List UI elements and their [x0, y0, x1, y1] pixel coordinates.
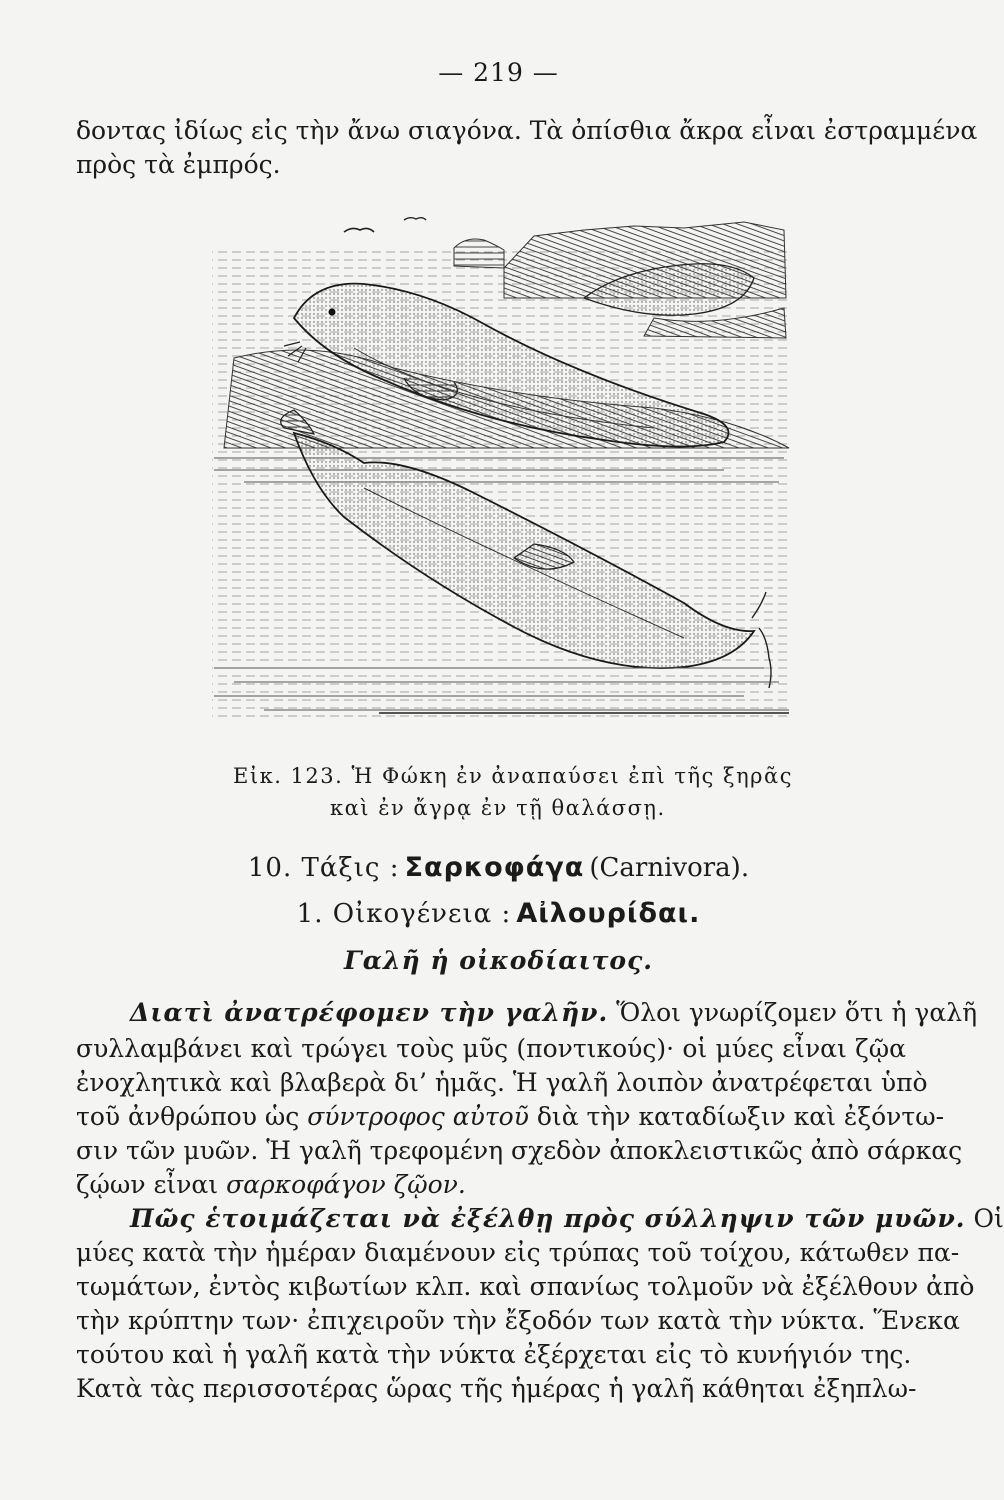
figure-caption-line-2: καὶ ἐν ἄγρᾳ ἐν τῇ θαλάσσῃ. — [330, 796, 666, 820]
order-name: Σαρκοφάγα — [404, 852, 585, 883]
p2-line-6: Κατὰ τὰς περισσοτέρας ὥρας τῆς ἡμέρας ἡ γαλῆ κάθηται ἐξηπλω- — [76, 1374, 917, 1403]
p2-line-4: τὴν κρύπτην των· ἐπιχειροῦν τὴν ἔξοδόν των κατὰ τὴν νύκτα. Ἕνεκα — [76, 1306, 960, 1335]
p1-line-3: ἐνοχλητικὰ καὶ βλαβερὰ δι’ ἡμᾶς. Ἡ γαλῆ λοιπὸν ἀνατρέφεται ὑπὸ — [76, 1068, 928, 1097]
intro-line-2: πρὸς τὰ ἐμπρός. — [76, 150, 281, 179]
p1-line-6 — [76, 1168, 906, 1202]
p2-line-3: τωμάτων, ἐντὸς κιβωτίων κλπ. καὶ σπανίως τολμοῦν νὰ ἐξέλθουν ἀπὸ — [76, 1272, 975, 1301]
order-heading — [0, 852, 997, 883]
p1-line-4 — [76, 1100, 945, 1134]
seal-illustration — [204, 208, 794, 728]
p1-lead: Διατὶ ἀνατρέφομεν τὴν γαλῆν. — [130, 998, 609, 1027]
p1-line-4-italic: σύντροφος αὐτοῦ — [307, 1102, 529, 1131]
p2-line-1-rest: Οἱ — [965, 1204, 1004, 1233]
p2-line-5: τούτου καὶ ἡ γαλῆ κατὰ τὴν νύκτα ἐξέρχεται εἰς τὸ κυνήγιόν της. — [76, 1340, 912, 1369]
species-title: Γαλῆ ἡ οἰκοδίαιτος. — [344, 946, 653, 975]
p1-line-4-pre: τοῦ ἀνθρώπου ὡς — [76, 1102, 308, 1131]
figure-caption-line-1: Εἰκ. 123. Ἡ Φώκη ἐν ἀναπαύσει ἐπὶ τῆς ξηρᾶς — [233, 764, 793, 788]
p2-line-2: μύες κατὰ τὴν ἡμέραν διαμένουν εἰς τρύπας τοῦ τοίχου, κάτωθεν πα- — [76, 1238, 960, 1267]
family-name: Αἰλουρίδαι. — [516, 898, 701, 929]
p2-line-1 — [130, 1202, 1004, 1236]
intro-line-1: δοντας ἰδίως εἰς τὴν ἄνω σιαγόνα. Τὰ ὀπίσθια ἄκρα εἶναι ἐστραμμένα — [76, 116, 978, 145]
order-latin: (Carnivora). — [589, 853, 750, 883]
p1-line-1-rest: Ὅλοι γνωρίζομεν ὅτι ἡ γαλῆ — [608, 998, 978, 1027]
order-label: 10. Τάξις : — [247, 853, 400, 883]
p1-line-6-pre: ζῴων εἶναι — [76, 1170, 227, 1199]
page-number: — 219 — — [438, 58, 559, 87]
family-heading — [0, 898, 997, 929]
p1-line-1 — [130, 996, 978, 1030]
family-label: 1. Οἰκογένεια : — [296, 899, 512, 929]
p1-line-5: σιν τῶν μυῶν. Ἡ γαλῆ τρεφομένη σχεδὸν ἀποκλειστικῶς ἀπὸ σάρκας — [76, 1136, 963, 1165]
p1-line-4-post: διὰ τὴν καταδίωξιν καὶ ἐξόντω- — [528, 1102, 945, 1131]
p1-line-6-italic: σαρκοφάγον ζῷον. — [226, 1170, 466, 1199]
p2-lead: Πῶς ἑτοιμάζεται νὰ ἐξέλθῃ πρὸς σύλληψιν τῶν μυῶν. — [130, 1204, 966, 1233]
p1-line-2: συλλαμβάνει καὶ τρώγει τοὺς μῦς (ποντικούς)· οἱ μύες εἶναι ζῷα — [76, 1034, 906, 1063]
